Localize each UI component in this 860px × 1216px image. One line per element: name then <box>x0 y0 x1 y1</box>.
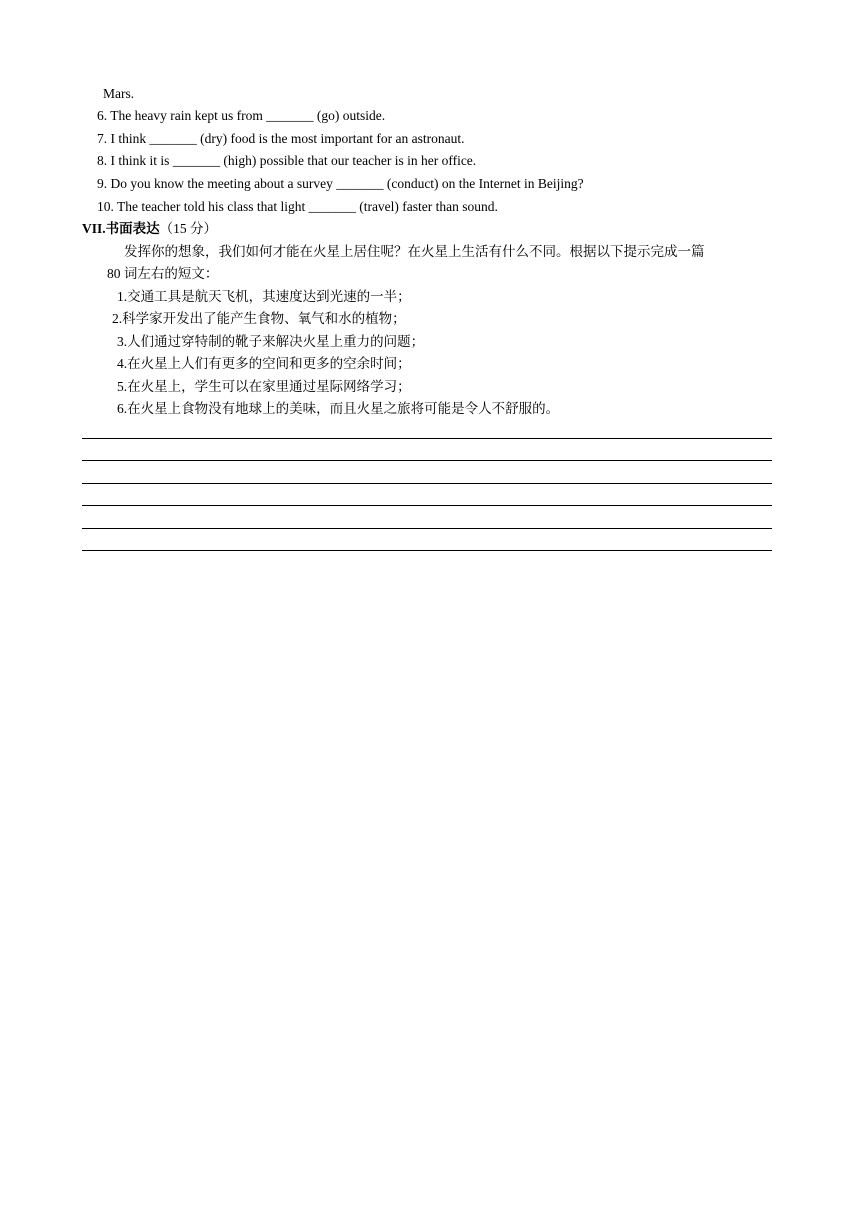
answer-line[interactable] <box>82 460 772 461</box>
answer-line[interactable] <box>82 438 772 439</box>
answer-line[interactable] <box>82 483 772 484</box>
exercise-item-7: 7. I think _______ (dry) food is the most important for an astronaut. <box>97 131 465 146</box>
previous-item-continuation: Mars. <box>103 86 135 101</box>
writing-prompt-4: 4.在火星上人们有更多的空间和更多的空余时间； <box>117 356 411 371</box>
writing-prompt-1: 1.交通工具是航天飞机，其速度达到光速的一半； <box>117 289 411 304</box>
exercise-item-10: 10. The teacher told his class that light _______ (travel) faster than sound. <box>97 199 498 214</box>
section-heading <box>82 220 217 238</box>
section-score: （15 分） <box>159 221 218 236</box>
writing-intro-line-2: 80 词左右的短文： <box>107 266 219 281</box>
exercise-item-6: 6. The heavy rain kept us from _______ (go) outside. <box>97 108 386 123</box>
section-title: VII.书面表达 <box>82 221 160 236</box>
writing-prompt-6: 6.在火星上食物没有地球上的美味，而且火星之旅将可能是令人不舒服的。 <box>117 401 560 416</box>
writing-prompt-3: 3.人们通过穿特制的靴子来解决火星上重力的问题； <box>117 334 425 349</box>
writing-prompt-5: 5.在火星上，学生可以在家里通过星际网络学习； <box>117 379 411 394</box>
answer-line[interactable] <box>82 505 772 506</box>
exercise-item-9: 9. Do you know the meeting about a survey _______ (conduct) on the Internet in Beijing? <box>97 176 584 191</box>
answer-line[interactable] <box>82 528 772 529</box>
answer-line[interactable] <box>82 550 772 551</box>
writing-prompt-2: 2.科学家开发出了能产生食物、氧气和水的植物； <box>112 311 406 326</box>
exercise-item-8: 8. I think it is _______ (high) possible that our teacher is in her office. <box>97 153 477 168</box>
writing-intro-line-1: 发挥你的想象，我们如何才能在火星上居住呢？在火星上生活有什么不同。根据以下提示完成一篇 <box>124 244 705 259</box>
